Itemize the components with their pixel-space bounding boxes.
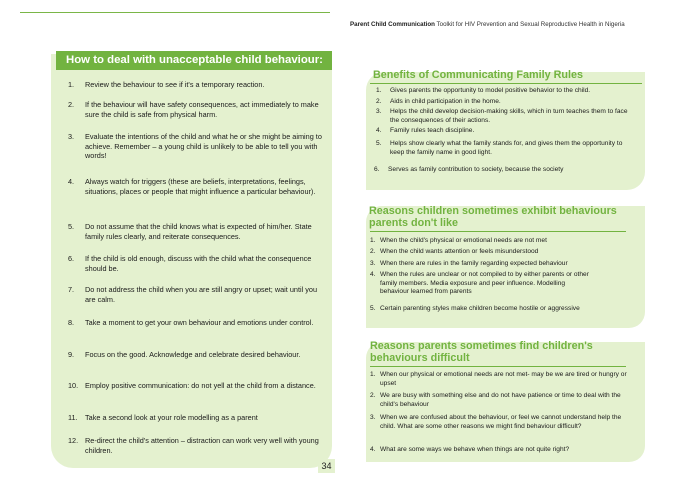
- children-reasons-title: Reasons children sometimes exhibit behaviours parents don't like: [369, 205, 617, 229]
- item-number: 4.: [370, 271, 376, 278]
- list-item: [68, 436, 324, 455]
- item-number: 8.: [68, 318, 75, 327]
- parents-reasons-rule: [370, 366, 626, 367]
- item-text: Focus on the good. Acknowledge and celebrate desired behaviour.: [85, 350, 301, 359]
- page-number: 34: [318, 459, 335, 473]
- list-item: [370, 446, 636, 455]
- item-number: 10.: [68, 381, 79, 390]
- item-number: 4.: [370, 446, 376, 453]
- item-number: 5.: [376, 140, 382, 147]
- running-header: [350, 21, 660, 28]
- list-item: [68, 100, 324, 119]
- item-number: 3.: [376, 108, 382, 115]
- benefits-title: Benefits of Communicating Family Rules: [373, 69, 583, 81]
- item-number: 1.: [370, 237, 376, 244]
- item-number: 5.: [370, 305, 376, 312]
- item-text: Employ positive communication: do not yell at the child from a distance.: [85, 381, 316, 390]
- item-number: 11.: [68, 413, 78, 422]
- item-number: 5.: [68, 222, 75, 231]
- item-number: 9.: [68, 350, 75, 359]
- item-text: When there are rules in the family regarding expected behaviour: [380, 260, 568, 267]
- item-number: 6.: [68, 254, 75, 263]
- item-number: 4.: [376, 127, 382, 134]
- item-number: 12.: [68, 436, 79, 445]
- item-text: When the rules are unclear or not compiled to by either parents or other family members. Media exposure and peer influence. Modelling behaviour learned from parents: [380, 271, 589, 296]
- item-text: Do not address the child when you are still angry or upset; wait until you are calm.: [85, 285, 318, 304]
- item-number: 7.: [68, 285, 75, 294]
- item-text: Review the behaviour to see if it's a temporary reaction.: [85, 80, 265, 89]
- item-text: When we are confused about the behaviour, or feel we cannot understand help the child. What are some other reasons we might find behaviour difficult?: [380, 414, 622, 430]
- children-reasons-rule: [370, 231, 626, 232]
- item-text: When our physical or emotional needs are not met- may be we are tired or hungry or upset: [380, 371, 627, 387]
- header-rest: Toolkit for HIV Prevention and Sexual Reproductive Health in Nigeria: [434, 21, 625, 28]
- list-item: [376, 98, 634, 107]
- item-text: Helps show clearly what the family stands for, and gives them the opportunity to keep the family name in good light.: [390, 140, 623, 156]
- list-item: [68, 222, 324, 241]
- list-item: [370, 371, 636, 388]
- item-text: Do not assume that the child knows what is expected of him/her. State family rules clearly, and reiterate consequences.: [85, 222, 312, 241]
- item-text: Re-direct the child's attention – distraction can work very well with young children.: [85, 436, 319, 455]
- list-item: [370, 392, 636, 409]
- list-item: [370, 260, 632, 269]
- item-number: 3.: [370, 414, 376, 421]
- item-number: 2.: [68, 100, 75, 109]
- item-text: Take a second look at your role modelling as a parent: [85, 413, 258, 422]
- item-text: We are busy with something else and do not have patience or time to deal with the child's behaviour: [380, 392, 621, 408]
- parents-reasons-title: Reasons parents sometimes find children's behaviours difficult: [370, 340, 593, 364]
- item-text: Family rules teach discipline.: [390, 127, 475, 134]
- item-number: 1.: [68, 80, 75, 89]
- header-rule: [20, 12, 330, 13]
- item-text: When the child's physical or emotional needs are not met: [380, 237, 547, 244]
- header-bold: Parent Child Communication: [350, 21, 435, 28]
- item-text: Serves as family contribution to society, because the society: [388, 166, 564, 173]
- list-item: [68, 350, 324, 360]
- item-text: When the child wants attention or feels misunderstood: [380, 248, 539, 255]
- list-item: [68, 413, 324, 423]
- item-number: 1.: [376, 87, 382, 94]
- item-number: 3.: [68, 132, 75, 141]
- item-text: Evaluate the intentions of the child and what he or she might be aiming to achieve. Remember – a young child is unlikely to be able to tell you with words!: [85, 132, 322, 161]
- item-text: Certain parenting styles make children become hostile or aggressive: [380, 305, 580, 312]
- list-item: [376, 166, 634, 175]
- list-item: [376, 87, 634, 96]
- item-number: 2.: [370, 392, 376, 399]
- item-number: 1.: [370, 371, 376, 378]
- item-number: 2.: [370, 248, 376, 255]
- list-item: [376, 127, 634, 136]
- item-text: Always watch for triggers (these are beliefs, interpretations, feelings, situations, places or people that might influence a particular behaviour).: [85, 177, 316, 196]
- list-item: [68, 254, 324, 273]
- item-text: Helps the child develop decision-making skills, which in turn teaches them to face the consequences of their actions.: [390, 108, 628, 124]
- item-text: Gives parents the opportunity to model positive behavior to the child.: [390, 87, 591, 94]
- list-item: [376, 108, 634, 125]
- benefits-rule: [370, 83, 642, 84]
- item-text: If the child is old enough, discuss with the child what the consequence should be.: [85, 254, 312, 273]
- list-item: [376, 140, 634, 157]
- list-item: [370, 237, 632, 246]
- list-item: [68, 381, 324, 391]
- item-text: If the behaviour will have safety consequences, act immediately to make sure the child is safe from physical harm.: [85, 100, 319, 119]
- item-text: Aids in child participation in the home.: [390, 98, 501, 105]
- item-text: Take a moment to get your own behaviour and emotions under control.: [85, 318, 314, 327]
- list-item: [68, 132, 324, 161]
- list-item: [68, 318, 324, 328]
- item-number: 4.: [68, 177, 75, 186]
- item-number: 2.: [376, 98, 382, 105]
- item-number: 3.: [370, 260, 376, 267]
- list-item: [370, 305, 632, 314]
- item-number: 6.: [374, 166, 380, 173]
- item-text: What are some ways we behave when things are not quite right?: [380, 446, 570, 453]
- list-item: [68, 80, 324, 90]
- list-item: [68, 177, 324, 196]
- list-item: [370, 414, 636, 431]
- list-item: [370, 248, 632, 257]
- left-panel-title: How to deal with unacceptable child behaviour:: [56, 51, 332, 70]
- list-item: [370, 271, 590, 297]
- list-item: [68, 285, 324, 304]
